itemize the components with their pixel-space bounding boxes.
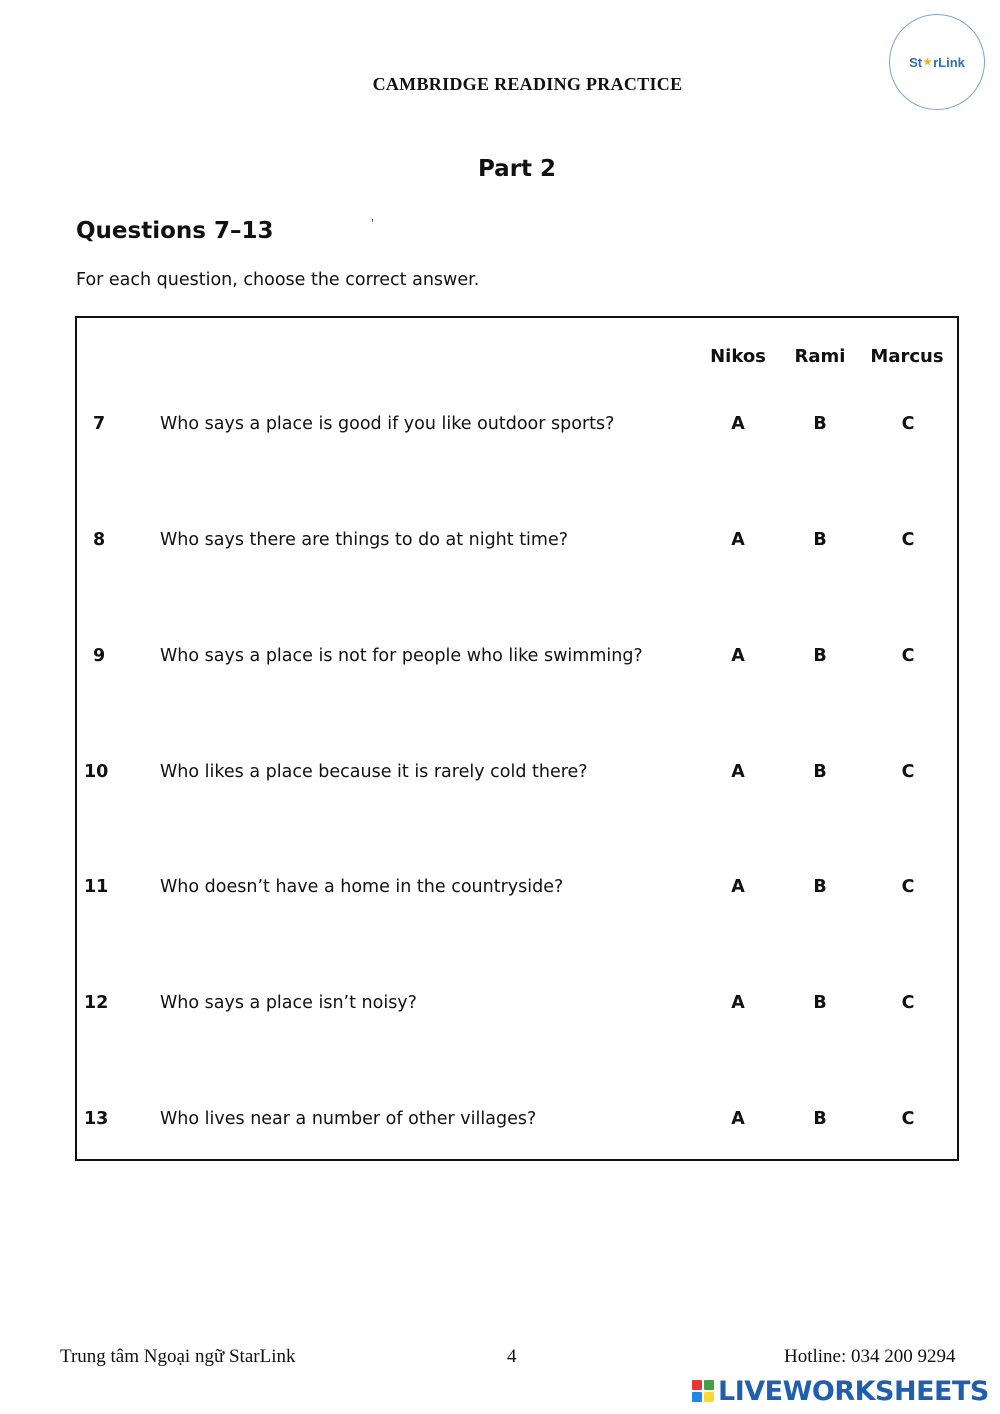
option-a[interactable]: A (731, 877, 745, 897)
column-header-nikos: Nikos (710, 346, 766, 367)
question-number: 12 (84, 993, 109, 1013)
option-a[interactable]: A (731, 1109, 745, 1129)
option-c[interactable]: C (901, 646, 915, 666)
question-row (0, 646, 1000, 676)
column-header-marcus: Marcus (870, 346, 944, 367)
question-text: Who says a place isn’t noisy? (160, 993, 417, 1013)
liveworksheets-brand (692, 1374, 989, 1408)
option-c[interactable]: C (901, 414, 915, 434)
instruction-text: For each question, choose the correct answer. (76, 270, 480, 290)
question-text: Who lives near a number of other villages? (160, 1109, 537, 1129)
question-row (0, 877, 1000, 907)
option-c[interactable]: C (901, 877, 915, 897)
logo-text-start: St (909, 54, 923, 70)
question-number: 11 (84, 877, 109, 897)
option-b[interactable]: B (813, 646, 827, 666)
question-number: 10 (84, 762, 109, 782)
question-number: 7 (93, 414, 106, 434)
option-b[interactable]: B (813, 993, 827, 1013)
part-title: Part 2 (477, 156, 557, 182)
option-c[interactable]: C (901, 530, 915, 550)
question-number: 8 (93, 530, 106, 550)
question-row (0, 762, 1000, 792)
starlink-logo (889, 14, 985, 110)
question-number: 9 (93, 646, 106, 666)
question-text: Who says a place is not for people who like swimming? (160, 646, 643, 666)
option-b[interactable]: B (813, 762, 827, 782)
stray-mark: ' (371, 218, 374, 229)
questions-title: Questions 7–13 (76, 218, 274, 244)
question-row (0, 1109, 1000, 1139)
option-b[interactable]: B (813, 530, 827, 550)
question-row (0, 993, 1000, 1023)
footer-center-name: Trung tâm Ngoại ngữ StarLink (60, 1346, 296, 1367)
column-header-rami: Rami (794, 346, 846, 367)
footer-page-number: 4 (507, 1346, 517, 1367)
option-a[interactable]: A (731, 414, 745, 434)
option-a[interactable]: A (731, 530, 745, 550)
footer-hotline: Hotline: 034 200 9294 (784, 1346, 956, 1367)
logo-text-end: rLink (933, 54, 965, 70)
liveworksheets-wordmark: LIVEWORKSHEETS (718, 1375, 989, 1407)
option-a[interactable]: A (731, 646, 745, 666)
option-b[interactable]: B (813, 1109, 827, 1129)
question-row (0, 530, 1000, 560)
question-row (0, 414, 1000, 444)
question-text: Who says a place is good if you like outdoor sports? (160, 414, 615, 434)
option-a[interactable]: A (731, 762, 745, 782)
option-c[interactable]: C (901, 993, 915, 1013)
page-header-title: CAMBRIDGE READING PRACTICE (372, 74, 683, 94)
liveworksheets-logo-icon (692, 1380, 714, 1402)
question-text: Who says there are things to do at night time? (160, 530, 569, 550)
option-c[interactable]: C (901, 762, 915, 782)
option-c[interactable]: C (901, 1109, 915, 1129)
question-text: Who likes a place because it is rarely cold there? (160, 762, 588, 782)
option-b[interactable]: B (813, 877, 827, 897)
star-icon: ★ (923, 56, 933, 68)
question-number: 13 (84, 1109, 109, 1129)
option-b[interactable]: B (813, 414, 827, 434)
option-a[interactable]: A (731, 993, 745, 1013)
question-text: Who doesn’t have a home in the countryside? (160, 877, 564, 897)
